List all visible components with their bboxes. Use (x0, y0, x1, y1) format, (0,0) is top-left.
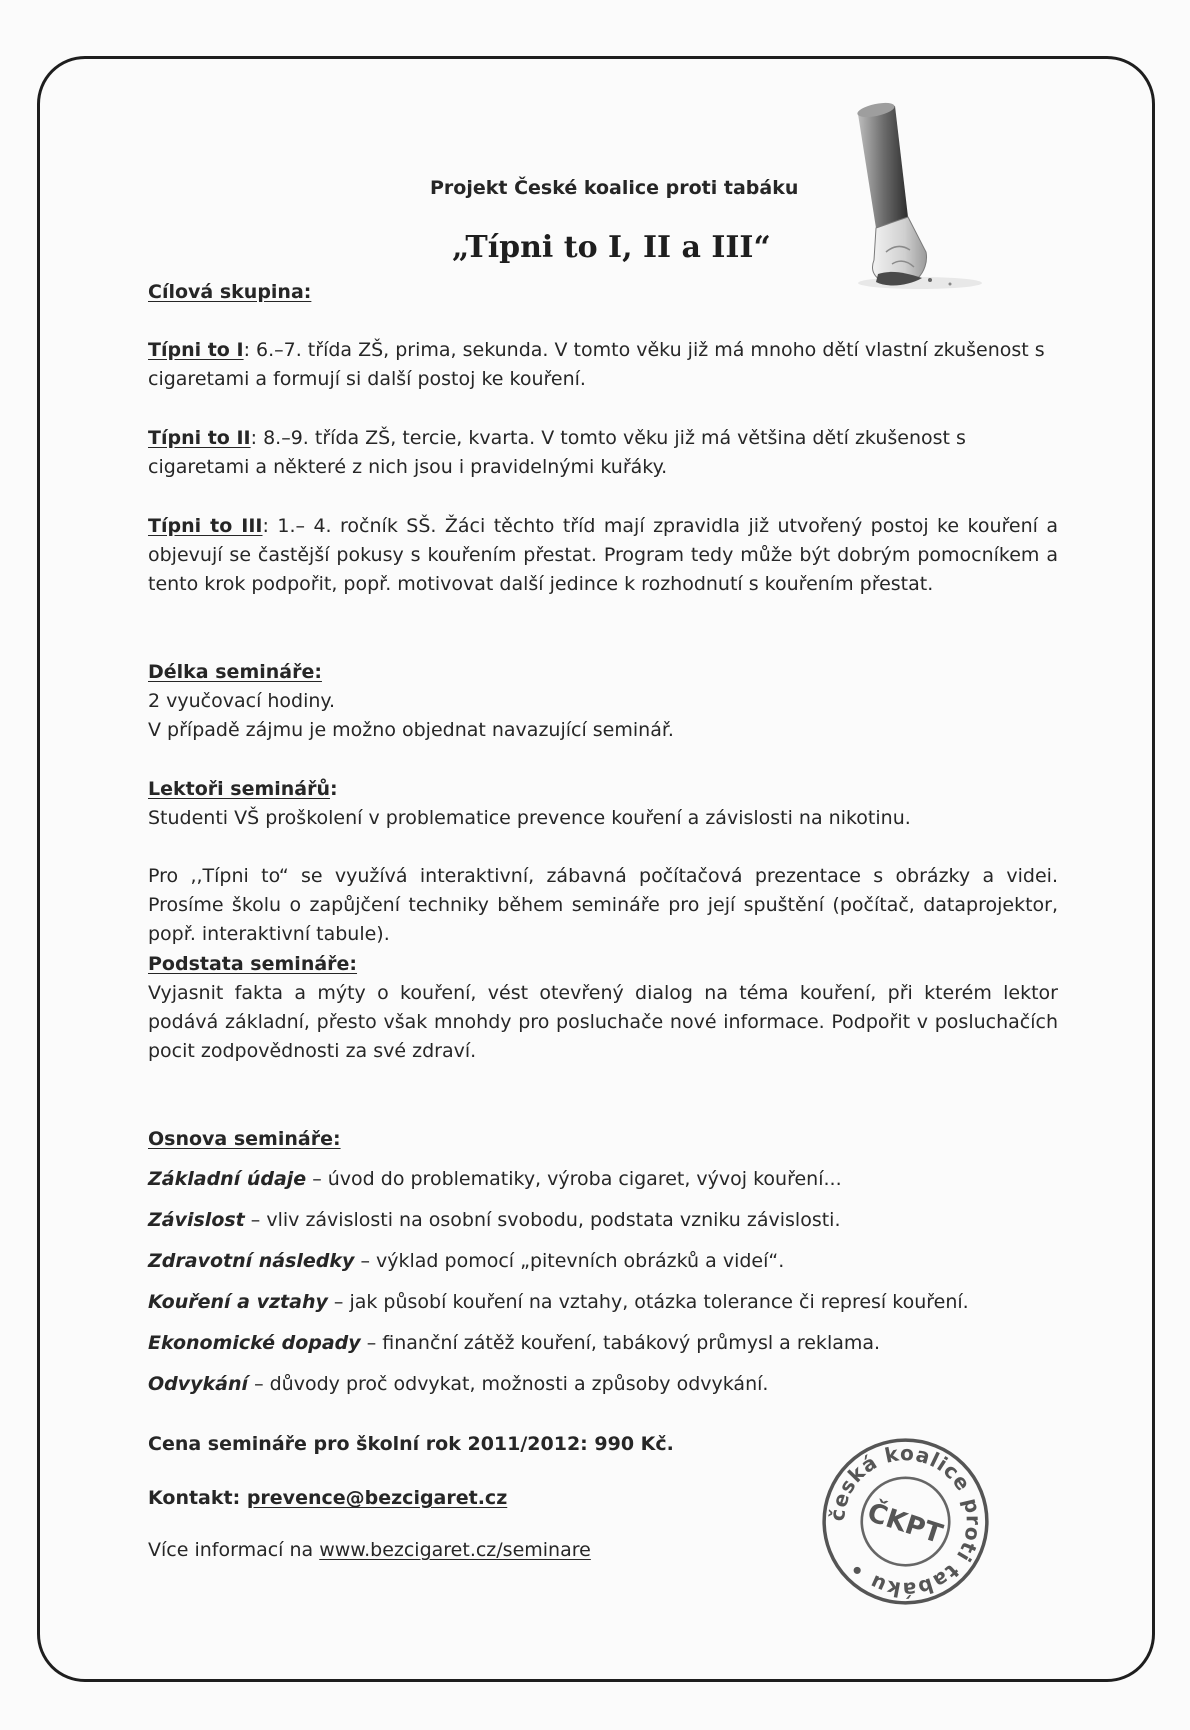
lecturers-text: Studenti VŠ proškolení v problematice prevence kouření a závislosti na nikotinu. (148, 807, 911, 829)
ckpt-stamp-logo (818, 1434, 993, 1609)
page-title: „Típni to I, II a III“ (452, 230, 771, 265)
group-3-block: Típni to III: 1.– 4. ročník SŠ. Žáci těchto tříd mají zpravidla již utvořený postoj ke kouření a objevují se častější pokusy s kouřením přestat. Program tedy může být dobrým pomocníkem a tento krok podpořit, popř. motivovat další jedince k rozhodnutí s kouřením přestat. (148, 515, 1059, 595)
project-label: Projekt České koalice proti tabáku (430, 177, 799, 199)
contact-line: Kontakt: prevence@bezcigaret.cz (148, 1487, 508, 1509)
length-line-2: V případě zájmu je možno objednat navazující seminář. (148, 719, 674, 741)
outline-item: Zdravotní následky – výklad pomocí „pitevních obrázků a videí“. (148, 1250, 785, 1272)
outline-item: Ekonomické dopady – finanční zátěž kouření, tabákový průmysl a reklama. (148, 1332, 881, 1354)
essence-text: Vyjasnit fakta a mýty o kouření, vést otevřený dialog na téma kouření, při kterém lektor podává základní, přesto však mnohdy pro posluchače nové informace. Podpořit v posluchačích pocit zodpovědnosti za své zdraví. (148, 982, 1058, 1062)
price-text: Cena semináře pro školní rok 2011/2012: 990 Kč. (148, 1433, 674, 1455)
outline-heading: Osnova semináře: (148, 1128, 341, 1150)
outline-item: Základní údaje – úvod do problematiky, výroba cigaret, vývoj kouření... (148, 1168, 842, 1190)
essence-heading: Podstata semináře: (148, 953, 358, 975)
lecturers-section: Lektoři seminářů: Studenti VŠ proškolení v problematice prevence kouření a závislosti na nikotinu. (148, 775, 1058, 833)
group-3-text: 1.– 4. ročník SŠ. Žáci těchto tříd mají zpravidla již utvořený postoj ke kouření a objevují se častější pokusy s kouřením přestat. Program tedy může být dobrým pomocníkem a tento krok podpořit, popř. motivovat další jedince k rozhodnutí s kouřením přestat. (148, 515, 1059, 595)
cigarette-butt-image (848, 102, 998, 297)
svg-text:ČKPT: ČKPT (863, 1497, 946, 1551)
svg-text:česká koalice proti tabáku •: česká koalice proti tabáku • (825, 1441, 986, 1603)
length-line-1: 2 vyučovací hodiny. (148, 690, 336, 712)
contact-email-link[interactable]: prevence@bezcigaret.cz (246, 1487, 508, 1509)
outline-item: Odvykání – důvody proč odvykat, možnosti a způsoby odvykání. (148, 1373, 769, 1395)
group-1-text: 6.–7. třída ZŠ, prima, sekunda. V tomto věku již má mnoho dětí vlastní zkušenost s cigaretami a formují si další postoj ke kouření. (148, 339, 1045, 390)
length-section (148, 658, 1058, 745)
group-2-text: 8.–9. třída ZŠ, tercie, kvarta. V tomto věku již má většina dětí zkušenost s cigaretami a některé z nich jsou i pravidelnými kuřáky. (148, 427, 966, 478)
essence-section (148, 950, 1058, 1066)
presentation-text: Pro ,,Típni to“ se využívá interaktivní, zábavná počítačová prezentace s obrázky a videi. Prosíme školu o zapůjčení techniky během semináře pro její spuštění (počítač, dataprojektor, popř. interaktivní tabule). (148, 865, 1058, 945)
group-2-block: Típni to II: 8.–9. třída ZŠ, tercie, kvarta. V tomto věku již má většina dětí zkušenost s cigaretami a některé z nich jsou i pravidelnými kuřáky. (148, 427, 966, 478)
more-info-link[interactable]: www.bezcigaret.cz/seminare (319, 1539, 591, 1561)
target-group-heading: Cílová skupina: (148, 281, 312, 303)
length-heading: Délka semináře: (148, 661, 322, 683)
more-info-line: Více informací na www.bezcigaret.cz/seminare (148, 1539, 591, 1561)
outline-item: Kouření a vztahy – jak působí kouření na vztahy, otázka tolerance či represí kouření. (148, 1291, 969, 1313)
lecturers-heading: Lektoři seminářů (148, 778, 331, 800)
group-1-block: Típni to I: 6.–7. třída ZŠ, prima, sekunda. V tomto věku již má mnoho dětí vlastní zkušenost s cigaretami a formují si další postoj ke kouření. (148, 339, 1045, 390)
outline-item: Závislost – vliv závislosti na osobní svobodu, podstata vzniku závislosti. (148, 1209, 841, 1231)
